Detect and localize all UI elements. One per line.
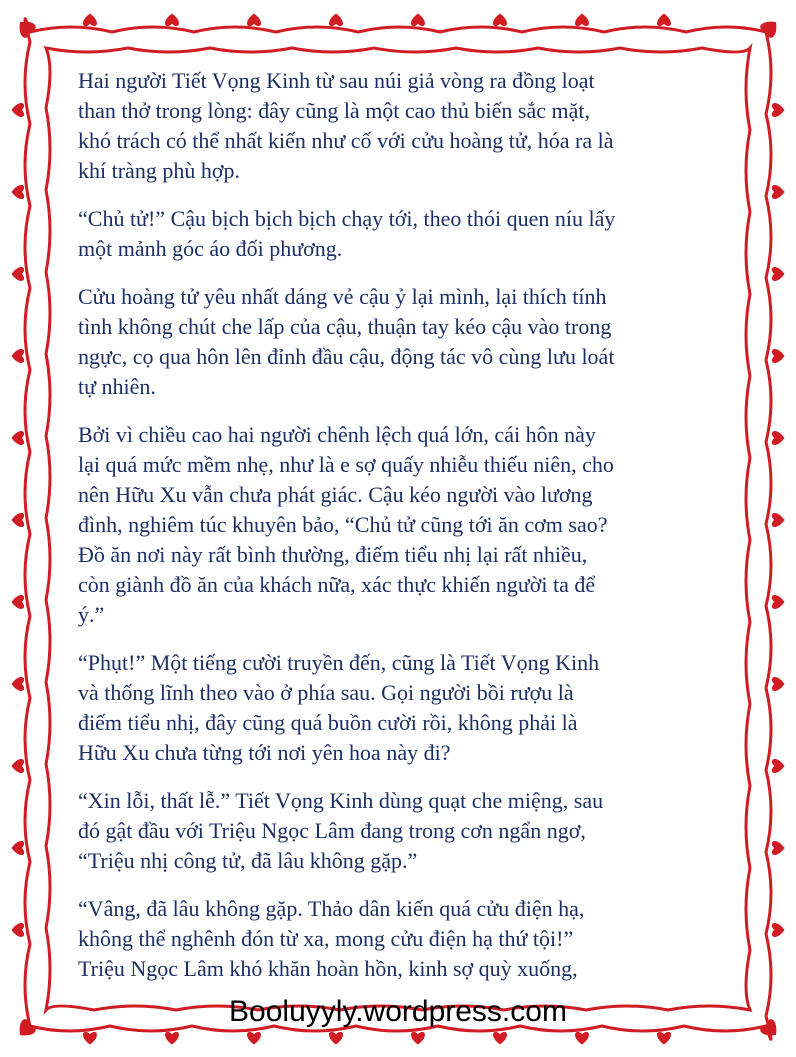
paragraph-4: Bởi vì chiều cao hai người chênh lệch quá lớn, cái hôn này lại quá mức mềm nhẹ, như là e sợ quấy nhiễu thiếu niên, cho nên Hữu Xu vẫn chưa phát giác. Cậu kéo người vào lương đình, nghiêm túc khuyên bảo, “Chủ tử cũng tới ăn cơm sao? Đồ ăn nơi này rất bình thường, điếm tiểu nhị lại rất nhiều, còn giành đồ ăn của khách nữa, xác thực khiến người ta để ý.” — [78, 422, 614, 627]
heart-ornament — [657, 1032, 671, 1045]
heart-ornament — [772, 595, 785, 609]
paragraph-2: “Chủ tử!” Cậu bịch bịch bịch chạy tới, theo thói quen níu lấy một mảnh góc áo đối phương. — [78, 206, 616, 261]
paragraph-7: “Vâng, đã lâu không gặp. Thảo dân kiến quá cửu điện hạ, không thể nghênh đón từ xa, mong cửu điện hạ thứ tội!” Triệu Ngọc Lâm khó khăn hoàn hồn, kinh sợ quỳ xuống, — [78, 896, 585, 981]
watermark-url: Booluyyly.wordpress.com — [229, 995, 567, 1028]
heart-ornament — [772, 513, 785, 527]
heart-ornament — [83, 1032, 97, 1045]
heart-ornament — [772, 431, 785, 445]
heart-ornament — [11, 431, 24, 445]
heart-ornament — [772, 267, 785, 281]
heart-ornament — [11, 267, 24, 281]
heart-ornament — [83, 13, 97, 26]
paragraph-1: Hai người Tiết Vọng Kinh từ sau núi giả vòng ra đồng loạt than thở trong lòng: đây cũng là một cao thủ biến sắc mặt, khó trách có thể nhất kiến như cố với cửu hoàng tử, hóa ra là khí tràng phù hợp. — [78, 68, 614, 183]
heart-ornament — [575, 13, 589, 26]
heart-ornament — [11, 513, 24, 527]
heart-ornament — [772, 759, 785, 773]
heart-ornament — [411, 1032, 425, 1045]
paragraph-5: “Phụt!” Một tiếng cười truyền đến, cũng là Tiết Vọng Kinh và thống lĩnh theo vào ở phía sau. Gọi người bồi rượu là điếm tiểu nhị, đây cũng quá buồn cười rồi, không phải là Hữu Xu chưa từng tới nơi yên hoa này đi? — [78, 650, 600, 765]
heart-ornament — [772, 923, 785, 937]
paragraph-6: “Xin lỗi, thất lễ.” Tiết Vọng Kinh dùng quạt che miệng, sau đó gật đầu với Triệu Ngọc Lâm đang trong cơn ngẩn ngơ, “Triệu nhị công tử, đã lâu không gặp.” — [78, 788, 604, 873]
heart-ornament — [165, 1032, 179, 1045]
heart-ornament — [11, 923, 24, 937]
heart-ornament — [11, 103, 24, 117]
heart-ornament — [11, 677, 24, 691]
heart-ornament — [247, 1032, 261, 1045]
heart-ornament — [11, 759, 24, 773]
heart-ornament — [772, 841, 785, 855]
heart-ornament — [329, 1032, 343, 1045]
heart-ornament — [11, 595, 24, 609]
corner-ornament — [759, 16, 782, 39]
heart-ornament — [165, 13, 179, 26]
heart-ornament — [575, 1032, 589, 1045]
heart-ornament — [657, 13, 671, 26]
heart-ornament — [11, 349, 24, 363]
heart-ornament — [772, 103, 785, 117]
paragraph-3: Cửu hoàng tử yêu nhất dáng vẻ cậu ỷ lại mình, lại thích tính tình không chút che lấp của cậu, thuận tay kéo cậu vào trong ngực, cọ qua hôn lên đỉnh đầu cậu, động tác vô cùng lưu loát tự nhiên. — [78, 284, 615, 399]
heart-ornament — [11, 841, 24, 855]
heart-ornament — [772, 185, 785, 199]
heart-ornament — [493, 13, 507, 26]
heart-ornament — [411, 13, 425, 26]
heart-ornament — [11, 185, 24, 199]
heart-ornament — [772, 349, 785, 363]
story-text — [78, 66, 700, 1002]
heart-ornament — [772, 677, 785, 691]
heart-ornament — [493, 1032, 507, 1045]
heart-ornament — [329, 13, 343, 26]
heart-ornament — [247, 13, 261, 26]
